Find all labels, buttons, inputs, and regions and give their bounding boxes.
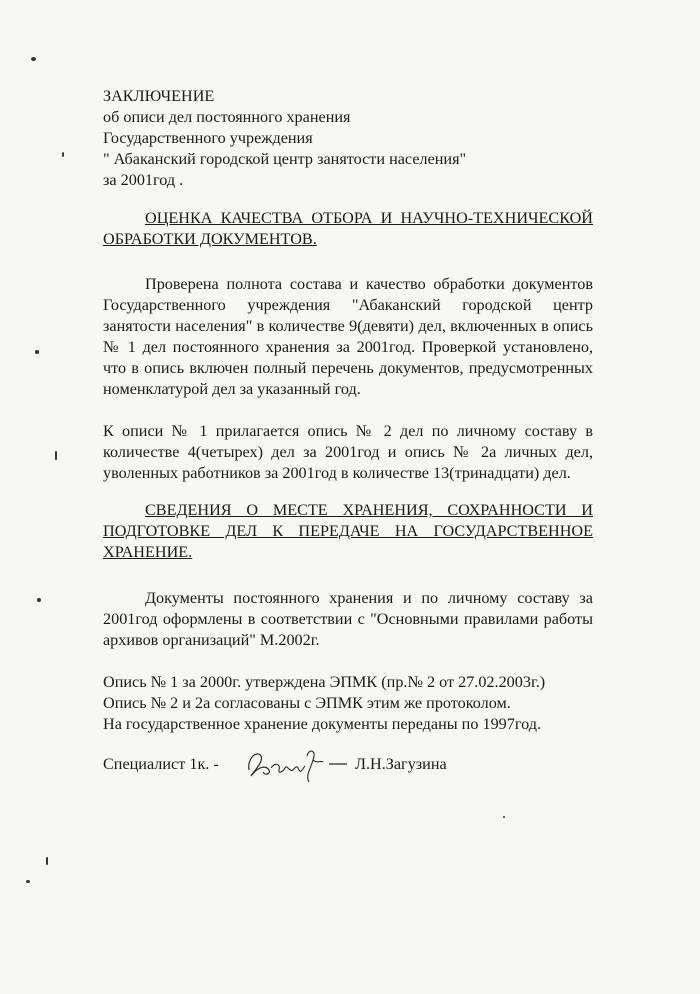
scan-mark xyxy=(26,880,30,883)
note-line: На государственное хранение документы переданы по 1997год. xyxy=(103,715,542,733)
section-title-quality: ОЦЕНКА КАЧЕСТВА ОТБОРА И НАУЧНО-ТЕХНИЧЕСКОЙ ОБРАБОТКИ ДОКУМЕНТОВ. xyxy=(103,209,593,248)
section-title-storage: СВЕДЕНИЯ О МЕСТЕ ХРАНЕНИЯ, СОХРАННОСТИ И ПОДГОТОВКЕ ДЕЛ К ПЕРЕДАЧЕ НА ГОСУДАРСТВЕННОЕ ХРАНЕНИЕ. xyxy=(103,501,593,561)
scan-mark xyxy=(503,816,505,818)
paragraph-compliance: Документы постоянного хранения и по личному составу за 2001год оформлены в соответствии с "Основными правилами работы архивов организаций" М.2002г. xyxy=(103,589,593,649)
signature-row xyxy=(103,752,593,782)
note-line: Опись № 2 и 2а согласованы с ЭПМК этим же протоколом. xyxy=(103,694,511,712)
scan-mark xyxy=(62,152,64,157)
signatory-role: Специалист 1к. - xyxy=(103,755,219,773)
handwritten-signature xyxy=(243,742,353,788)
header-line: " Абаканский городской центр занятости населения" xyxy=(103,150,467,168)
document-body xyxy=(103,86,593,735)
header-line: об описи дел постоянного хранения xyxy=(103,108,351,126)
scan-mark xyxy=(31,57,36,61)
scan-mark xyxy=(55,451,57,460)
document-title: ЗАКЛЮЧЕНИЕ xyxy=(103,87,215,105)
header-line: Государственного учреждения xyxy=(103,129,313,147)
document-header xyxy=(103,86,593,191)
notes-block xyxy=(103,672,593,735)
paragraph-verification: Проверена полнота состава и качество обработки документов Государственного учреждения "Абаканский городской центр занятости населения" в количестве 9(девяти) дел, включенных в опись № 1 дел постоянного хранения за 2001год. Проверкой установлено, что в опись включен полный перечень документов, предусмотренных номенклатурой дел за указанный год. xyxy=(103,275,593,398)
signatory-name: Л.Н.Загузина xyxy=(355,755,447,773)
paragraph-attachments: К описи № 1 прилагается опись № 2 дел по личному составу в количестве 4(четырех) дел за 2001год и опись № 2а личных дел, уволенных работников за 2001год в количестве 13(тринадцати) дел. xyxy=(103,422,593,482)
header-line: за 2001год . xyxy=(103,171,184,189)
scan-mark xyxy=(46,857,48,865)
note-line: Опись № 1 за 2000г. утверждена ЭПМК (пр.№ 2 от 27.02.2003г.) xyxy=(103,673,546,691)
scan-mark xyxy=(37,598,41,602)
scan-mark xyxy=(35,350,39,354)
